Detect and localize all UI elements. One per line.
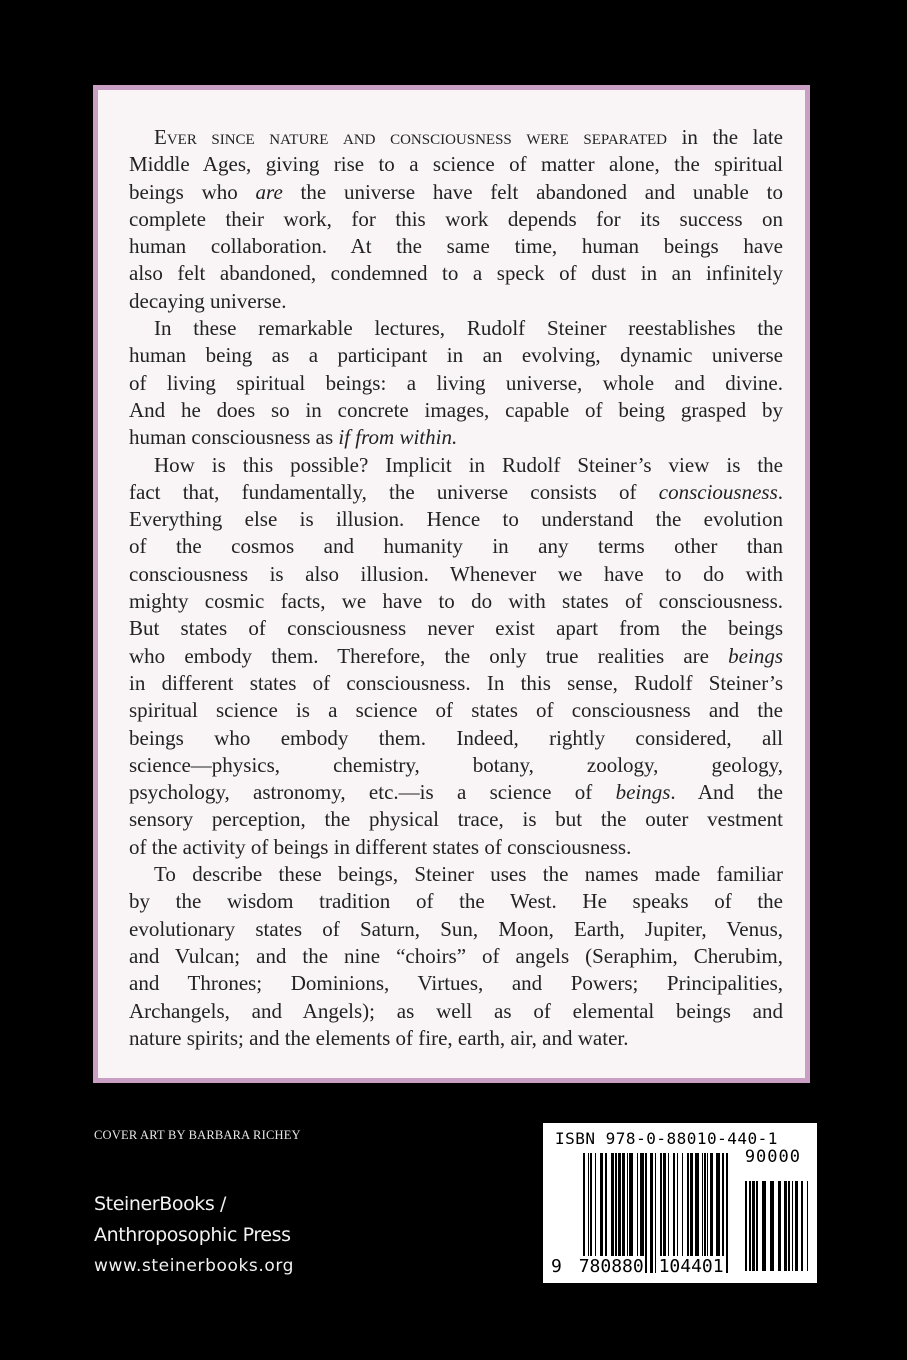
blurb-line	[129, 233, 783, 260]
barcode-bar	[637, 1153, 638, 1273]
text-segment: But states of consciousness never exist apart from the beings	[129, 616, 783, 641]
barcode-bar	[611, 1153, 614, 1273]
text-segment: Everything else is illusion. Hence to understand the evolution	[129, 507, 783, 532]
text-segment: psychology, astronomy, etc.—is a science of	[129, 780, 616, 805]
text-segment: consciousness is also illusion. Whenever we have to do with	[129, 561, 783, 586]
text-segment: science—physics, chemistry, botany, zoology, geology,	[129, 752, 783, 777]
barcode-bar	[615, 1153, 617, 1273]
text-segment: How is this possible? Implicit in Rudolf Steiner’s view is the	[154, 452, 783, 477]
text-segment: human collaboration. At the same time, human beings have	[129, 234, 783, 259]
barcode-bar	[762, 1181, 766, 1271]
publisher-url[interactable]: www.steinerbooks.org	[94, 1256, 295, 1276]
blurb-line	[129, 916, 783, 943]
blurb-line	[129, 206, 783, 233]
barcode-bar	[663, 1153, 666, 1273]
barcode-bar	[745, 1181, 747, 1271]
barcode-bar	[702, 1153, 703, 1273]
italic-text: if from within.	[338, 425, 458, 450]
blurb-line	[129, 834, 783, 861]
text-segment: and Vulcan; and the nine “choirs” of angels (Seraphim, Cherubim,	[129, 943, 783, 968]
barcode-bar	[668, 1153, 669, 1273]
italic-text: consciousness	[658, 479, 778, 504]
blurb-line	[129, 861, 783, 888]
blurb-line	[129, 615, 783, 642]
text-segment: fact that, fundamentally, the universe consists of	[129, 479, 659, 504]
blurb-line	[129, 725, 783, 752]
barcode-bar	[687, 1153, 689, 1273]
text-segment: nature spirits; and the elements of fire, earth, air, and water.	[129, 1025, 629, 1050]
barcode-bar	[690, 1153, 693, 1273]
barcode-bar	[605, 1153, 607, 1273]
text-segment: of the activity of beings in different states of consciousness.	[129, 834, 632, 859]
blurb-line	[129, 452, 783, 479]
cover-art-credit: COVER ART BY BARBARA RICHEY	[94, 1128, 301, 1142]
barcode-bar	[673, 1153, 675, 1273]
barcode-bar	[778, 1181, 781, 1271]
publisher-block	[94, 1189, 294, 1282]
blurb-line	[129, 533, 783, 560]
blurb-line	[129, 970, 783, 997]
text-segment: in the late	[667, 125, 783, 149]
barcode-bar	[784, 1181, 787, 1271]
ean-digits	[551, 1256, 724, 1277]
barcode-bar	[749, 1181, 751, 1271]
description-panel	[93, 85, 810, 1083]
barcode-bar	[752, 1181, 755, 1271]
text-segment: by the wisdom tradition of the West. He speaks of the	[129, 889, 783, 914]
italic-text: are	[255, 179, 283, 204]
barcode-bar	[590, 1153, 592, 1273]
blurb-line	[129, 643, 783, 670]
barcode-bar	[756, 1181, 758, 1271]
barcode-bar	[677, 1153, 678, 1273]
text-segment: spiritual science is a science of states of consciousness and the	[129, 698, 783, 723]
text-segment: and Thrones; Dominions, Virtues, and Powers; Principalities,	[129, 971, 783, 996]
price-addon: 90000	[744, 1147, 801, 1167]
blurb-line	[129, 424, 783, 451]
blurb-line	[129, 370, 783, 397]
blurb-line	[129, 506, 783, 533]
text-segment: In these remarkable lectures, Rudolf Steiner reestablishes the	[154, 316, 783, 341]
text-segment: of living spiritual beings: a living universe, whole and divine.	[129, 370, 783, 395]
text-segment: sensory perception, the physical trace, is but the outer vestment	[129, 807, 783, 832]
blurb-line	[129, 588, 783, 615]
text-segment: . And the	[670, 780, 783, 805]
barcode-bar	[629, 1153, 633, 1273]
barcode-bar	[583, 1153, 585, 1273]
barcode-bar	[645, 1153, 647, 1273]
publisher-name: SteinerBooks /	[94, 1193, 227, 1215]
text-segment: beings who embody them. Indeed, rightly considered, all	[129, 725, 783, 750]
blurb-line	[129, 288, 783, 315]
italic-text: beings	[728, 643, 783, 668]
blurb-line	[129, 260, 783, 287]
blurb-line	[129, 151, 783, 178]
barcode-bar	[695, 1153, 699, 1273]
barcode-bar	[807, 1181, 808, 1271]
barcode-bar	[650, 1153, 653, 1273]
ean-first-digit: 9	[551, 1256, 562, 1277]
barcode-bar	[770, 1181, 774, 1271]
blurb-line	[129, 888, 783, 915]
barcode-bar	[618, 1153, 621, 1273]
barcode-bar	[710, 1153, 713, 1273]
text-segment: evolutionary states of Saturn, Sun, Moon, Earth, Jupiter, Venus,	[129, 916, 783, 941]
blurb-line	[129, 806, 783, 833]
publisher-imprint: Anthroposophic Press	[94, 1224, 291, 1246]
ean-right-digits: 104401	[658, 1256, 724, 1277]
barcode-bar	[707, 1153, 708, 1273]
text-segment: To describe these beings, Steiner uses the names made familiar	[154, 862, 783, 887]
barcode-bar	[792, 1181, 793, 1271]
barcode-bar	[595, 1153, 596, 1273]
text-segment: human being as a participant in an evolving, dynamic universe	[129, 343, 783, 368]
barcode-bar	[722, 1153, 724, 1273]
text-segment: of the cosmos and humanity in any terms other than	[129, 534, 783, 559]
barcode-bar	[627, 1153, 628, 1273]
text-segment: complete their work, for this work depends for its success on	[129, 206, 783, 231]
text-segment: And he does so in concrete images, capable of being grasped by	[129, 397, 783, 422]
text-segment: decaying universe.	[129, 288, 287, 313]
text-segment: Archangels, and Angels); as well as of elemental beings and	[129, 998, 783, 1023]
barcode-bar	[795, 1181, 798, 1271]
text-segment: human consciousness as	[129, 425, 339, 450]
blurb-line	[129, 779, 783, 806]
barcode-bar	[640, 1153, 644, 1273]
text-segment: .	[777, 479, 783, 504]
ean-left-digits: 780880	[578, 1256, 644, 1277]
blurb-line	[129, 697, 783, 724]
barcode-bar	[588, 1153, 589, 1273]
blurb-line	[129, 670, 783, 697]
text-segment: in different states of consciousness. In this sense, Rudolf Steiner’s	[129, 670, 783, 695]
barcode-bar	[704, 1153, 706, 1273]
text-segment: Middle Ages, giving rise to a science of matter alone, the spiritual	[129, 152, 783, 177]
blurb-line	[129, 998, 783, 1025]
blurb-text	[129, 124, 783, 1052]
blurb-line	[129, 561, 783, 588]
blurb-line	[129, 479, 783, 506]
blurb-line	[129, 752, 783, 779]
text-segment: who embody them. Therefore, the only true realities are	[129, 643, 729, 668]
barcode-bar	[660, 1153, 662, 1273]
barcode-bar	[788, 1181, 790, 1271]
blurb-line	[129, 179, 783, 206]
blurb-line	[129, 124, 783, 151]
barcode-bar	[655, 1153, 656, 1273]
barcode-bar	[726, 1153, 728, 1273]
blurb-line	[129, 342, 783, 369]
barcode-bar	[600, 1153, 603, 1273]
italic-text: beings	[615, 780, 671, 805]
blurb-line	[129, 397, 783, 424]
isbn-label: ISBN 978-0-88010-440-1	[555, 1129, 778, 1148]
text-segment: also felt abandoned, condemned to a speck of dust in an infinitely	[129, 261, 783, 286]
blurb-line	[129, 943, 783, 970]
small-caps-text: Ever since nature and consciousness were separated	[154, 125, 668, 149]
isbn-barcode	[543, 1123, 817, 1283]
barcode-bar	[682, 1153, 683, 1273]
text-segment: beings who	[129, 179, 256, 204]
blurb-line	[129, 315, 783, 342]
blurb-line	[129, 1025, 783, 1052]
text-segment: the universe have felt abandoned and unable to	[282, 179, 783, 204]
barcode-bar	[622, 1153, 625, 1273]
text-segment: mighty cosmic facts, we have to do with states of consciousness.	[129, 589, 783, 614]
barcode-bar	[801, 1181, 803, 1271]
barcode-bar	[716, 1153, 720, 1273]
